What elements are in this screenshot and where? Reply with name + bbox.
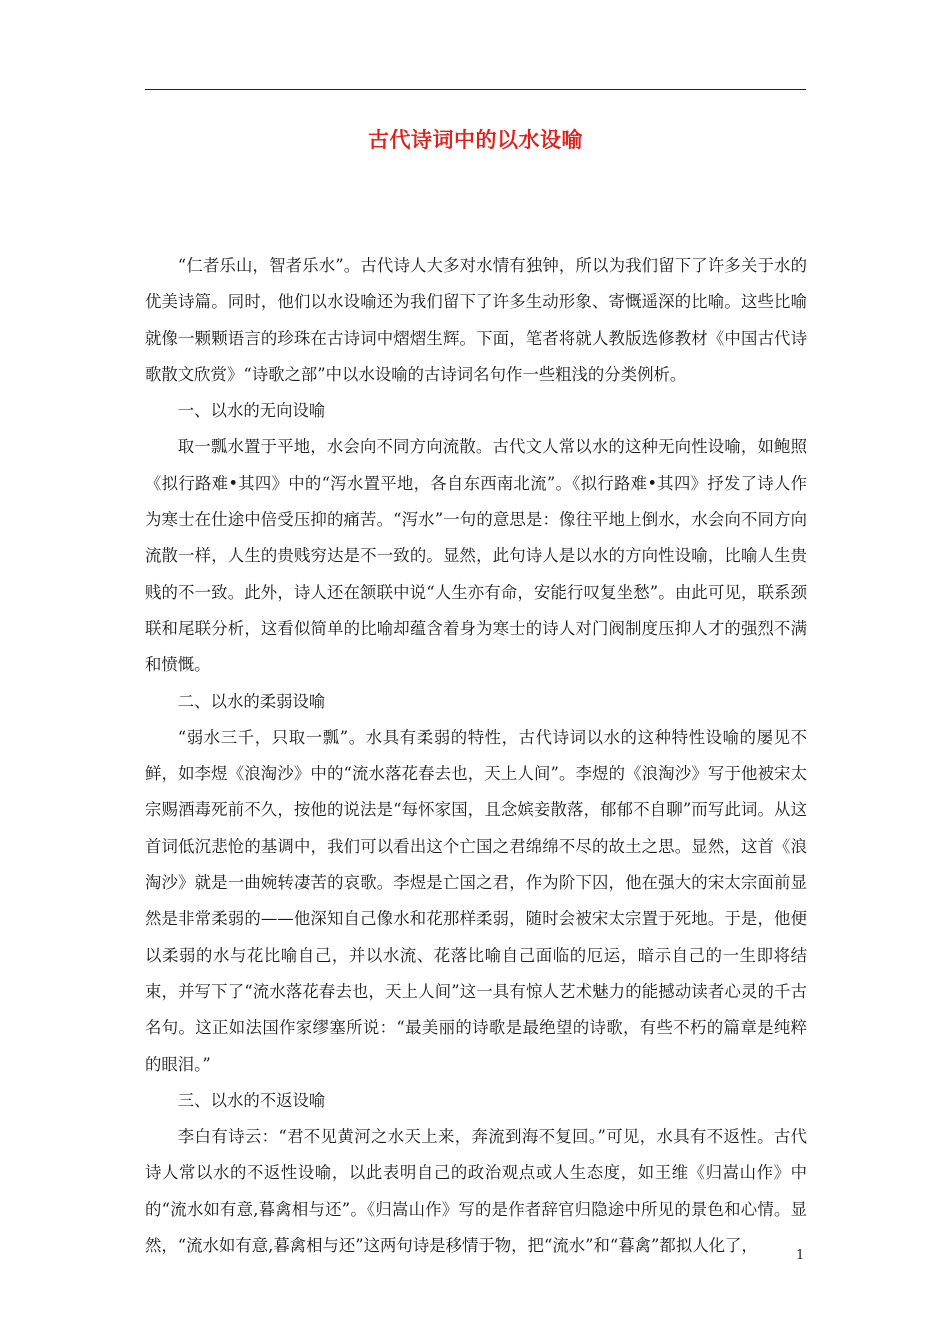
section-heading-3: 三、以水的不返设喻 — [177, 1090, 326, 1110]
article-body — [145, 248, 807, 1264]
section-heading-1: 一、以水的无向设喻 — [177, 401, 326, 421]
section-2-paragraph: “弱水三千，只取一瓢”。水具有柔弱的特性，古代诗词以水的这种特性设喻的屡见不鲜，如李煜《浪淘沙》中的“流水落花春去也，天上人间”。李煜的《浪淘沙》写于他被宋太宗赐酒毒死前不久，按他的说法是“每怀家国，且念嫔妾散落，郁郁不自聊”而写此词。从这首词低沉悲怆的基调中，我们可以看出这个亡国之君绵绵不尽的故土之思。显然，这首《浪淘沙》就是一曲婉转凄苦的哀歌。李煜是亡国之君，作为阶下囚，他在强大的宋太宗面前显然是非常柔弱的——他深知自己像水和花那样柔弱，随时会被宋太宗置于死地。于是，他便以柔弱的水与花比喻自己，并以水流、花落比喻自己面临的厄运，暗示自己的一生即将结束，并写下了“流水落花春去也，天上人间”这一具有惊人艺术魅力的能撼动读者心灵的千古名句。这正如法国作家缪塞所说：“最美丽的诗歌是最绝望的诗歌，有些不朽的篇章是纯粹的眼泪。” — [145, 727, 807, 1074]
intro-paragraph: “仁者乐山，智者乐水”。古代诗人大多对水情有独钟，所以为我们留下了许多关于水的优美诗篇。同时，他们以水设喻还为我们留下了许多生动形象、寄慨遥深的比喻。这些比喻就像一颗颗语言的珍珠在古诗词中熠熠生辉。下面，笔者将就人教版选修教材《中国古代诗歌散文欣赏》“诗歌之部”中以水设喻的古诗词名句作一些粗浅的分类例析。 — [145, 256, 807, 384]
header-rule — [145, 89, 806, 90]
section-1-paragraph: 取一瓢水置于平地，水会向不同方向流散。古代文人常以水的这种无向性设喻，如鲍照《拟行路难•其四》中的“泻水置平地，各自东西南北流”。《拟行路难•其四》抒发了诗人作为寒士在仕途中倍受压抑的痛苦。“泻水”一句的意思是：像往平地上倒水，水会向不同方向流散一样，人生的贵贱穷达是不一致的。显然，此句诗人是以水的方向性设喻，比喻人生贵贱的不一致。此外，诗人还在颔联中说“人生亦有命，安能行叹复坐愁”。由此可见，联系颈联和尾联分析，这看似简单的比喻却蕴含着身为寒士的诗人对门阀制度压抑人才的强烈不满和愤慨。 — [145, 437, 807, 675]
section-3-paragraph: 李白有诗云：“君不见黄河之水天上来，奔流到海不复回。”可见，水具有不返性。古代诗人常以水的不返性设喻，以此表明自己的政治观点或人生态度，如王维《归嵩山作》中的“流水如有意,暮禽相与还”。《归嵩山作》写的是作者辞官归隐途中所见的景色和心情。显然，“流水如有意,暮禽相与还”这两句诗是移情于物，把“流水”和“暮禽”都拟人化了， — [145, 1127, 807, 1256]
page-number: 1 — [796, 1248, 805, 1263]
section-heading-2: 二、以水的柔弱设喻 — [177, 691, 326, 711]
document-title: 古代诗词中的以水设喻 — [368, 127, 583, 152]
